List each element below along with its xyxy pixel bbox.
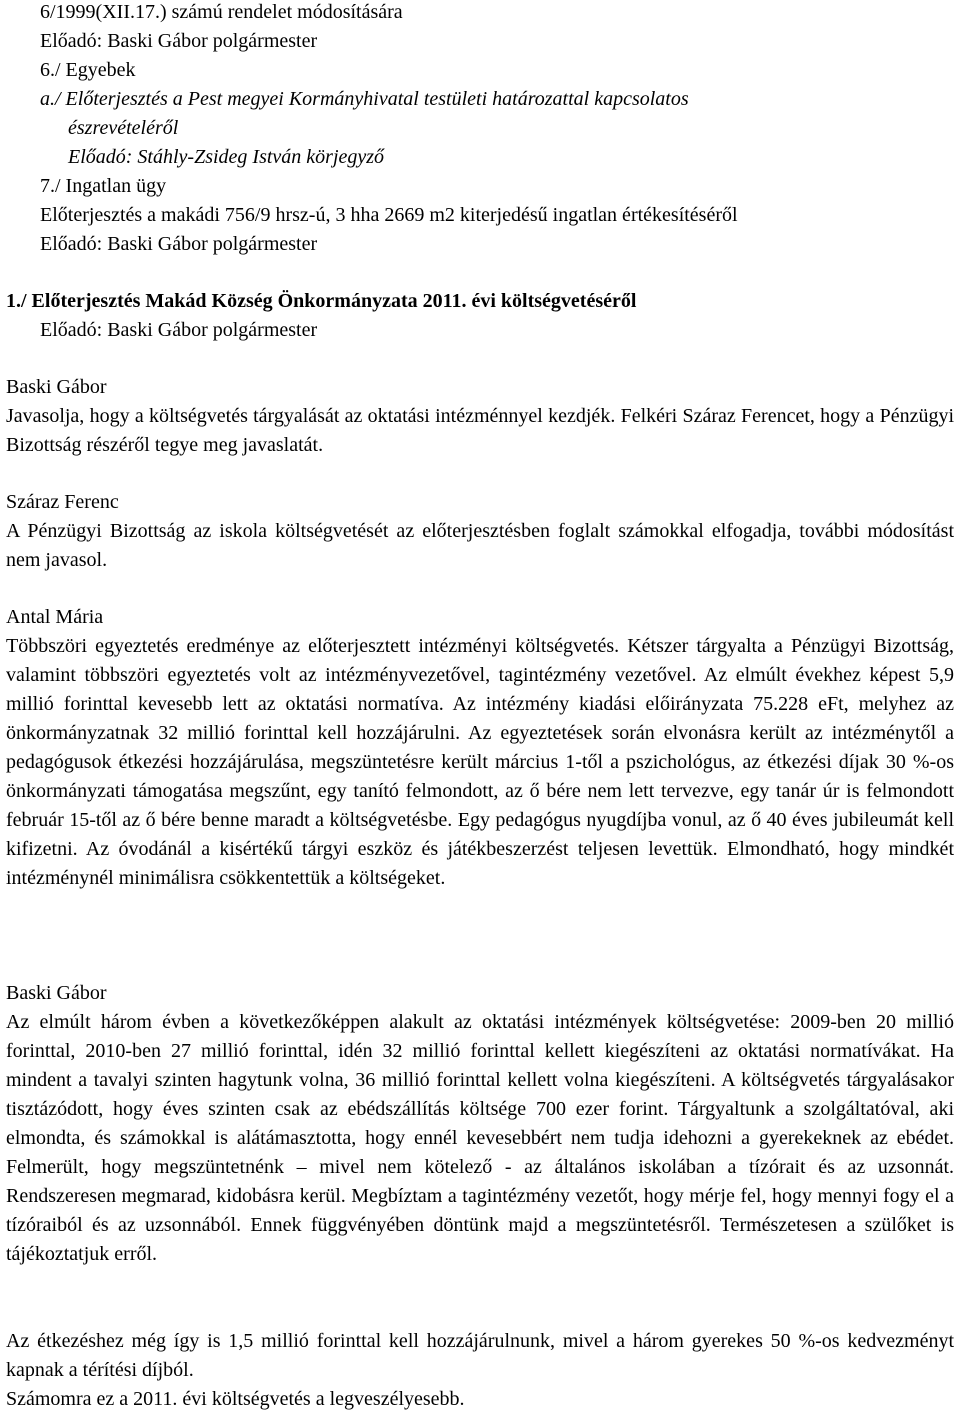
agenda-item7-presenter: Előadó: Baski Gábor polgármester — [40, 233, 318, 255]
section-heading: 1./ Előterjesztés Makád Község Önkormányzata 2011. évi költségvetéséről — [6, 290, 637, 312]
agenda-item-title: 6/1999(XII.17.) számú rendelet módosítására — [40, 1, 403, 23]
speech-text: Többszöri egyeztetés eredménye az előterjesztett intézményi költségvetés. Kétszer tárgyalta a Pénzügyi Bizottság, valamint többszöri egyeztetés volt az intézményvezetővel, tagintézmény vezetővel. Az elmúlt évekhez képest 5,9 millió forinttal kevesebb lett az oktatási normatíva. Az intézmény kiadási előirányzata 75.228 eFt, melyhez az önkormányzatnak 32 millió forinttal kell hozzájárulni. Az egyeztetések során elvonásra került az intézménytől a pedagógusok étkezési hozzájárulása, megszüntetésre került március 1-től a pszichológus, az étkezési díjak 30 %-os önkormányzati támogatása megszűnt, egy tanító felmondott, az ő bére nem lett tervezve, egy tanár úr is felmondott február 15-től az ő bére benne maradt a költségvetésbe. Egy pedagógus nyugdíjba vonul, az ő 40 éves jubileumát kell kifizetni. Az óvodánál a kisértékű tárgyi eszköz és játékbeszerzést teljesen levettük. Elmondható, hogy mindkét intézménynél minimálisra csökkentettük a költségeket. — [6, 635, 954, 889]
speaker-name: Száraz Ferenc — [6, 491, 119, 513]
agenda-item7-heading: 7./ Ingatlan ügy — [40, 175, 167, 197]
agenda-item6a-text: a./ Előterjesztés a Pest megyei Kormányhivatal testületi határozattal kapcsolatos — [40, 88, 689, 110]
agenda-item6a-presenter: Előadó: Stáhly-Zsideg István körjegyző — [68, 146, 385, 168]
speech-text: Az elmúlt három évben a következőképpen alakult az oktatási intézmények költségvetése: 2009-ben 20 millió forinttal, 2010-ben 27 millió forinttal, idén 32 millió forinttal kellett kiegészíteni az oktatási normatívákat. Ha mindent a tavalyi szinten hagytunk volna, 36 millió forinttal kellett volna kiegészíteni. A költségvetés tárgyalásakor tisztázódott, hogy éves szinten csak az ebédszállítás költsége 700 ezer forint. Tárgyaltunk a szolgáltatóval, aki elmondta, és számokkal is alátámasztotta, hogy ennél kevesebbért nem tudja idehozni a gyerekeknek az ebédet. Felmerült, hogy megszüntetnénk – mivel nem kötelező - az általános iskolában a tízórait és az uzsonnát. Rendszeresen megmarad, kidobásra kerül. Megbíztam a tagintézmény vezetőt, hogy mérje fel, hogy mennyi fogy el a tízóraiból és az uzsonnából. Ennek függvényében döntünk majd a megszüntetésről. Természetesen a szülőket is tájékoztatjuk erről. — [6, 1011, 954, 1265]
speaker-name: Baski Gábor — [6, 982, 107, 1004]
speech-text: A Pénzügyi Bizottság az iskola költségvetését az előterjesztésben foglalt számokkal elfogadja, további módosítást nem javasol. — [6, 520, 954, 571]
agenda-item6a-text-cont: észrevételéről — [68, 117, 179, 139]
speech-text-closing: Számomra ez a 2011. évi költségvetés a legveszélyesebb. — [6, 1388, 465, 1410]
speaker-name: Antal Mária — [6, 606, 104, 628]
section-presenter: Előadó: Baski Gábor polgármester — [40, 319, 318, 341]
speech-text: Javasolja, hogy a költségvetés tárgyalását az oktatási intézménnyel kezdjék. Felkéri Száraz Ferencet, hogy a Pénzügyi Bizottság részéről tegye meg javaslatát. — [6, 405, 954, 456]
speaker-name: Baski Gábor — [6, 376, 107, 398]
agenda-item6-heading: 6./ Egyebek — [40, 59, 136, 81]
agenda-item7-text: Előterjesztés a makádi 756/9 hrsz-ú, 3 hha 2669 m2 kiterjedésű ingatlan értékesítéséről — [40, 204, 738, 226]
agenda-item-presenter: Előadó: Baski Gábor polgármester — [40, 30, 318, 52]
speech-text-extra: Az étkezéshez még így is 1,5 millió forinttal kell hozzájárulnunk, mivel a három gyerekes 50 %-os kedvezményt kapnak a térítési díjból. — [6, 1330, 954, 1381]
